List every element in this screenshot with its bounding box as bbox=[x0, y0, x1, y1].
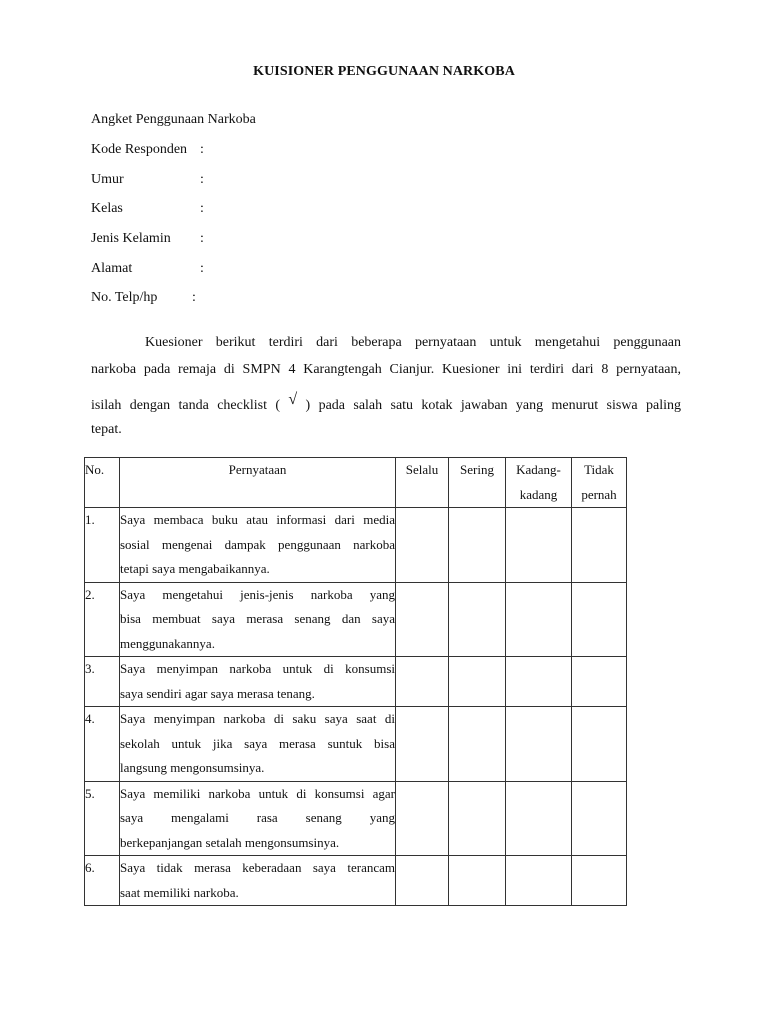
answer-kadang-kadang-cell[interactable] bbox=[506, 508, 572, 583]
statement-line: Saya menyimpan narkoba untuk di konsumsi bbox=[120, 661, 395, 676]
answer-selalu-cell[interactable] bbox=[396, 508, 449, 583]
header-tidak-line-1: Tidak bbox=[584, 462, 614, 477]
statement-line: tetapi saya mengabaikannya. bbox=[120, 561, 270, 576]
table-row bbox=[85, 707, 627, 782]
answer-sering-cell[interactable] bbox=[449, 582, 506, 657]
row-statement bbox=[120, 856, 396, 906]
header-statement: Pernyataan bbox=[120, 458, 396, 508]
field-colon: : bbox=[200, 142, 204, 157]
statement-line: saya sendiri agar saya merasa tenang. bbox=[120, 685, 315, 701]
table-header-row bbox=[85, 458, 627, 508]
header-kadang-kadang bbox=[506, 458, 572, 508]
instructions-line-3-end: ) pada salah satu kotak jawaban yang menurut siswa paling bbox=[305, 398, 682, 413]
answer-tidak-pernah-cell[interactable] bbox=[572, 508, 627, 583]
table-row bbox=[85, 582, 627, 657]
answer-kadang-kadang-cell[interactable] bbox=[506, 856, 572, 906]
answer-tidak-pernah-cell[interactable] bbox=[572, 657, 627, 707]
instructions-line-4: tepat. bbox=[91, 422, 122, 437]
field-colon: : bbox=[200, 201, 204, 216]
answer-selalu-cell[interactable] bbox=[396, 707, 449, 782]
header-sering: Sering bbox=[449, 458, 506, 508]
table-row bbox=[85, 508, 627, 583]
answer-tidak-pernah-cell[interactable] bbox=[572, 582, 627, 657]
answer-selalu-cell[interactable] bbox=[396, 856, 449, 906]
statement-line: menggunakannya. bbox=[120, 635, 215, 651]
checkmark-icon: √ bbox=[288, 391, 298, 408]
answer-sering-cell[interactable] bbox=[449, 781, 506, 856]
field-label: Jenis Kelamin bbox=[91, 231, 171, 246]
table-row bbox=[85, 657, 627, 707]
row-number: 5. bbox=[85, 781, 120, 856]
answer-kadang-kadang-cell[interactable] bbox=[506, 657, 572, 707]
answer-sering-cell[interactable] bbox=[449, 856, 506, 906]
statement-line: Saya mengetahui jenis-jenis narkoba yang bbox=[120, 586, 395, 602]
answer-sering-cell[interactable] bbox=[449, 657, 506, 707]
row-statement bbox=[120, 508, 396, 583]
statement-line: berkepanjangan setalah mengonsumsinya. bbox=[120, 834, 340, 850]
row-statement bbox=[120, 657, 396, 707]
statement-line: bisa membuat saya merasa senang dan saya bbox=[120, 611, 395, 626]
statement-line: saat memiliki narkoba. bbox=[120, 884, 239, 900]
header-tidak-pernah bbox=[572, 458, 627, 508]
row-number: 2. bbox=[85, 582, 120, 657]
field-label: Alamat bbox=[91, 261, 133, 276]
row-statement bbox=[120, 707, 396, 782]
row-statement bbox=[120, 781, 396, 856]
statement-line: saya mengalami rasa senang yang bbox=[120, 810, 395, 825]
row-number: 1. bbox=[85, 508, 120, 583]
field-colon: : bbox=[200, 231, 204, 246]
instructions-line-1: Kuesioner berikut terdiri dari beberapa pernyataan untuk mengetahui penggunaan bbox=[145, 335, 681, 350]
answer-sering-cell[interactable] bbox=[449, 508, 506, 583]
statement-line: Saya membaca buku atau informasi dari media bbox=[120, 512, 395, 527]
row-number: 3. bbox=[85, 657, 120, 707]
statement-line: Saya menyimpan narkoba di saku saya saat di bbox=[120, 711, 395, 726]
instructions-line-3-start: isilah dengan tanda checklist ( bbox=[91, 398, 280, 413]
instructions-line-3 bbox=[91, 391, 682, 414]
table-row bbox=[85, 781, 627, 856]
answer-selalu-cell[interactable] bbox=[396, 657, 449, 707]
row-number: 4. bbox=[85, 707, 120, 782]
answer-selalu-cell[interactable] bbox=[396, 582, 449, 657]
field-label: Kelas bbox=[91, 201, 123, 216]
answer-tidak-pernah-cell[interactable] bbox=[572, 707, 627, 782]
answer-selalu-cell[interactable] bbox=[396, 781, 449, 856]
answer-sering-cell[interactable] bbox=[449, 707, 506, 782]
statement-line: sosial mengenai dampak penggunaan narkoba bbox=[120, 536, 395, 552]
statement-line: Saya memiliki narkoba untuk di konsumsi agar bbox=[120, 785, 395, 801]
field-label: Umur bbox=[91, 172, 124, 187]
answer-kadang-kadang-cell[interactable] bbox=[506, 707, 572, 782]
header-no: No. bbox=[85, 458, 120, 508]
statement-line: langsung mengonsumsinya. bbox=[120, 760, 265, 775]
row-number: 6. bbox=[85, 856, 120, 906]
field-colon: : bbox=[200, 261, 204, 276]
answer-tidak-pernah-cell[interactable] bbox=[572, 856, 627, 906]
header-selalu: Selalu bbox=[396, 458, 449, 508]
table-row bbox=[85, 856, 627, 906]
instructions-line-2: narkoba pada remaja di SMPN 4 Karangtengah Cianjur. Kuesioner ini terdiri dari 8 pernyataan, bbox=[91, 362, 681, 377]
statement-line: Saya tidak merasa keberadaan saya terancam bbox=[120, 860, 395, 875]
field-label: No. Telp/hp bbox=[91, 290, 158, 305]
table-body bbox=[85, 508, 627, 906]
subtitle: Angket Penggunaan Narkoba bbox=[91, 112, 256, 127]
field-colon: : bbox=[200, 172, 204, 187]
answer-tidak-pernah-cell[interactable] bbox=[572, 781, 627, 856]
field-label: Kode Responden bbox=[91, 142, 188, 157]
header-tidak-line-2: pernah bbox=[581, 486, 617, 502]
header-kadang-line-2: kadang bbox=[519, 486, 558, 502]
statement-line: sekolah untuk jika saya merasa suntuk bisa bbox=[120, 735, 395, 751]
answer-kadang-kadang-cell[interactable] bbox=[506, 781, 572, 856]
questionnaire-table bbox=[84, 457, 627, 906]
row-statement bbox=[120, 582, 396, 657]
answer-kadang-kadang-cell[interactable] bbox=[506, 582, 572, 657]
page-title: KUISIONER PENGGUNAAN NARKOBA bbox=[253, 64, 515, 79]
field-colon: : bbox=[192, 290, 196, 305]
header-kadang-line-1: Kadang- bbox=[516, 462, 561, 477]
